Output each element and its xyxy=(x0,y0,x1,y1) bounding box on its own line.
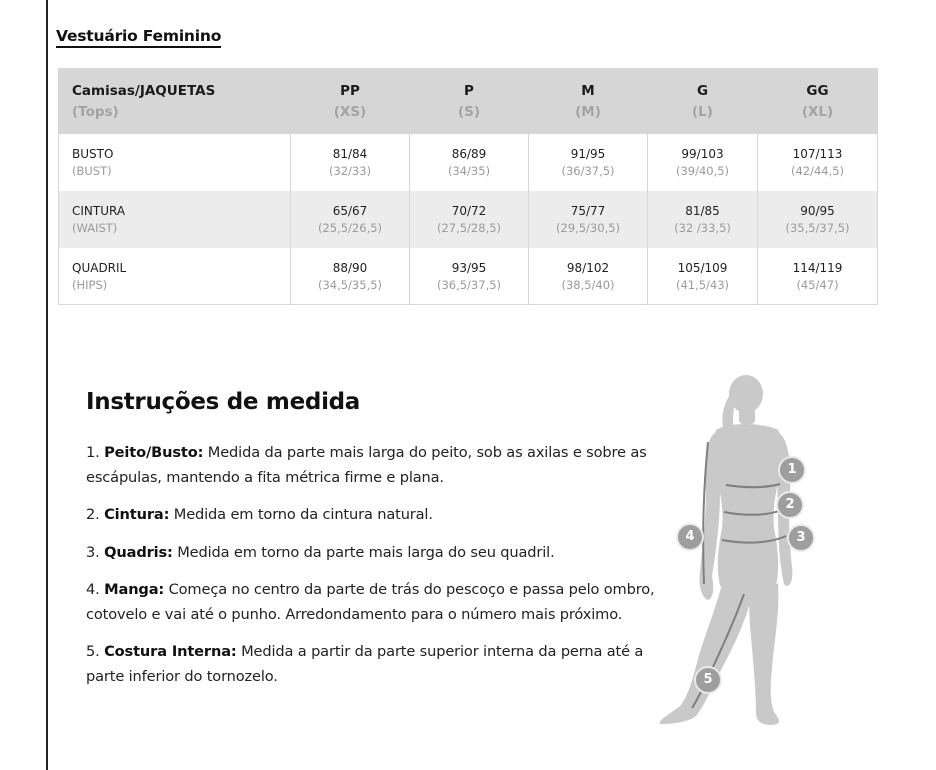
table-cell: 105/109 (41,5/43) xyxy=(648,248,758,305)
table-cell: 93/95 (36,5/37,5) xyxy=(410,248,529,305)
body-measurement-figure xyxy=(650,372,840,742)
table-row-bust xyxy=(59,134,878,191)
instruction-item-4: 4. Manga: Começa no centro da parte de trás do pescoço e passa pelo ombro, cotovelo e vai até o punho. Arredondamento para o número mais próximo. xyxy=(86,581,655,623)
instruction-item-5: 5. Costura Interna: Medida a partir da parte superior interna da perna até a parte inferior do tornozelo. xyxy=(86,643,644,685)
measurement-badge-3: 3 xyxy=(787,524,815,552)
header-size-gg: GG (XL) xyxy=(758,69,878,134)
size-chart-table xyxy=(58,68,878,305)
table-header-row xyxy=(59,69,878,134)
header-size-g: G (L) xyxy=(648,69,758,134)
measurement-badge-1: 1 xyxy=(778,456,806,484)
table-cell: 98/102 (38,5/40) xyxy=(529,248,648,305)
measurement-badge-2: 2 xyxy=(776,491,804,519)
header-size-pp: PP (XS) xyxy=(291,69,410,134)
table-cell: 107/113 (42/44,5) xyxy=(758,134,878,191)
table-cell: 99/103 (39/40,5) xyxy=(648,134,758,191)
left-border-line xyxy=(46,0,48,770)
table-cell: 70/72 (27,5/28,5) xyxy=(410,191,529,248)
row-label: BUSTO (BUST) xyxy=(59,134,291,191)
row-label: CINTURA (WAIST) xyxy=(59,191,291,248)
table-cell: 75/77 (29,5/30,5) xyxy=(529,191,648,248)
table-cell: 65/67 (25,5/26,5) xyxy=(291,191,410,248)
woman-silhouette-icon xyxy=(650,372,840,742)
instruction-item-1: 1. Peito/Busto: Medida da parte mais larga do peito, sob as axilas e sobre as escápulas, mantendo a fita métrica firme e plana. xyxy=(86,444,647,486)
header-category: Camisas/JAQUETAS (Tops) xyxy=(59,69,291,134)
header-size-p: P (S) xyxy=(410,69,529,134)
section-title: Vestuário Feminino xyxy=(56,27,221,48)
measurement-badge-5: 5 xyxy=(694,666,722,694)
row-label: QUADRIL (HIPS) xyxy=(59,248,291,305)
table-row-hips xyxy=(59,248,878,305)
measurement-instructions xyxy=(86,387,661,702)
instructions-title: Instruções de medida xyxy=(86,389,361,415)
table-cell: 88/90 (34,5/35,5) xyxy=(291,248,410,305)
measurement-badge-4: 4 xyxy=(676,523,704,551)
header-size-m: M (M) xyxy=(529,69,648,134)
instruction-item-2: 2. Cintura: Medida em torno da cintura natural. xyxy=(86,506,433,523)
table-cell: 81/84 (32/33) xyxy=(291,134,410,191)
table-cell: 90/95 (35,5/37,5) xyxy=(758,191,878,248)
table-cell: 86/89 (34/35) xyxy=(410,134,529,191)
instruction-item-3: 3. Quadris: Medida em torno da parte mais larga do seu quadril. xyxy=(86,543,555,561)
table-cell: 114/119 (45/47) xyxy=(758,248,878,305)
table-cell: 91/95 (36/37,5) xyxy=(529,134,648,191)
table-cell: 81/85 (32 /33,5) xyxy=(648,191,758,248)
table-row-waist xyxy=(59,191,878,248)
